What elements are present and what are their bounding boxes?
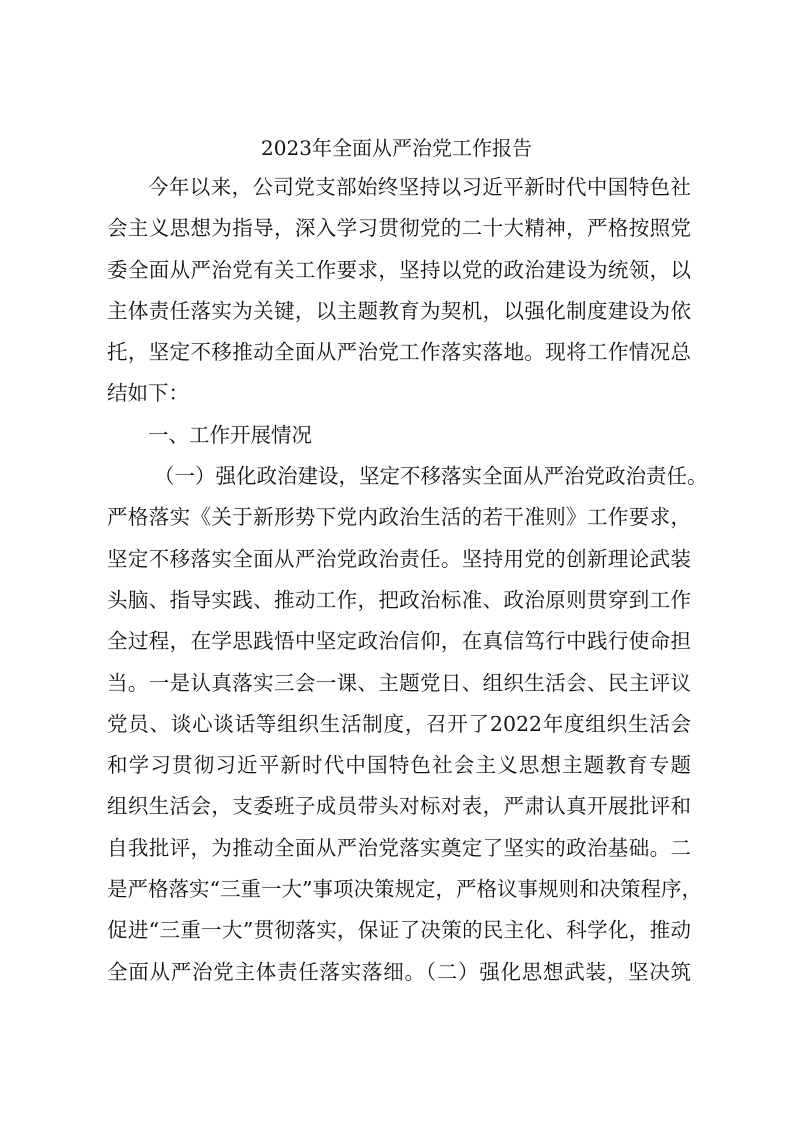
paragraph-line: 党员、谈心谈话等组织生活制度，召开了2022年度组织生活会 <box>107 711 691 736</box>
paragraph-line: 头脑、指导实践、推动工作，把政治标准、政治原则贯穿到工作 <box>107 587 691 612</box>
document-title: 2023年全面从严治党工作报告 <box>261 136 532 160</box>
paragraph-line: 会主义思想为指导，深入学习贯彻党的二十大精神，严格按照党 <box>107 216 691 241</box>
paragraph-line: 严格落实《关于新形势下党内政治生活的若干准则》工作要求， <box>107 505 691 530</box>
section-heading: 一、工作开展情况 <box>148 422 312 447</box>
subsection-heading-line: （一）强化政治建设，坚定不移落实全面从严治党政治责任。 <box>154 464 708 489</box>
paragraph-line: 委全面从严治党有关工作要求，坚持以党的政治建设为统领，以 <box>107 257 691 282</box>
paragraph-line: 全面从严治党主体责任落实落细。（二）强化思想武装，坚决筑 <box>107 959 691 984</box>
paragraph-line: 当。一是认真落实三会一课、主题党日、组织生活会、民主评议 <box>107 670 691 695</box>
paragraph-line: 组织生活会，支委班子成员带头对标对表，严肃认真开展批评和 <box>107 794 691 819</box>
paragraph-line: 坚定不移落实全面从严治党政治责任。坚持用党的创新理论武装 <box>107 546 691 571</box>
paragraph-line: 自我批评，为推动全面从严治党落实奠定了坚实的政治基础。二 <box>107 835 691 860</box>
paragraph-line: 促进“三重一大”贯彻落实，保证了决策的民主化、科学化，推动 <box>107 918 691 943</box>
paragraph-line: 托，坚定不移推动全面从严治党工作落实落地。现将工作情况总 <box>107 340 691 365</box>
document-body <box>107 173 708 999</box>
paragraph-line: 是严格落实“三重一大”事项决策规定，严格议事规则和决策程序， <box>107 877 702 902</box>
paragraph-line: 结如下： <box>107 381 189 406</box>
paragraph-line: 和学习贯彻习近平新时代中国特色社会主义思想主题教育专题 <box>107 753 691 778</box>
paragraph-line: 全过程，在学思践悟中坚定政治信仰，在真信笃行中践行使命担 <box>107 629 691 654</box>
paragraph-line: 今年以来，公司党支部始终坚持以习近平新时代中国特色社 <box>148 175 691 199</box>
paragraph-line: 主体责任落实为关键，以主题教育为契机，以强化制度建设为依 <box>107 298 691 323</box>
